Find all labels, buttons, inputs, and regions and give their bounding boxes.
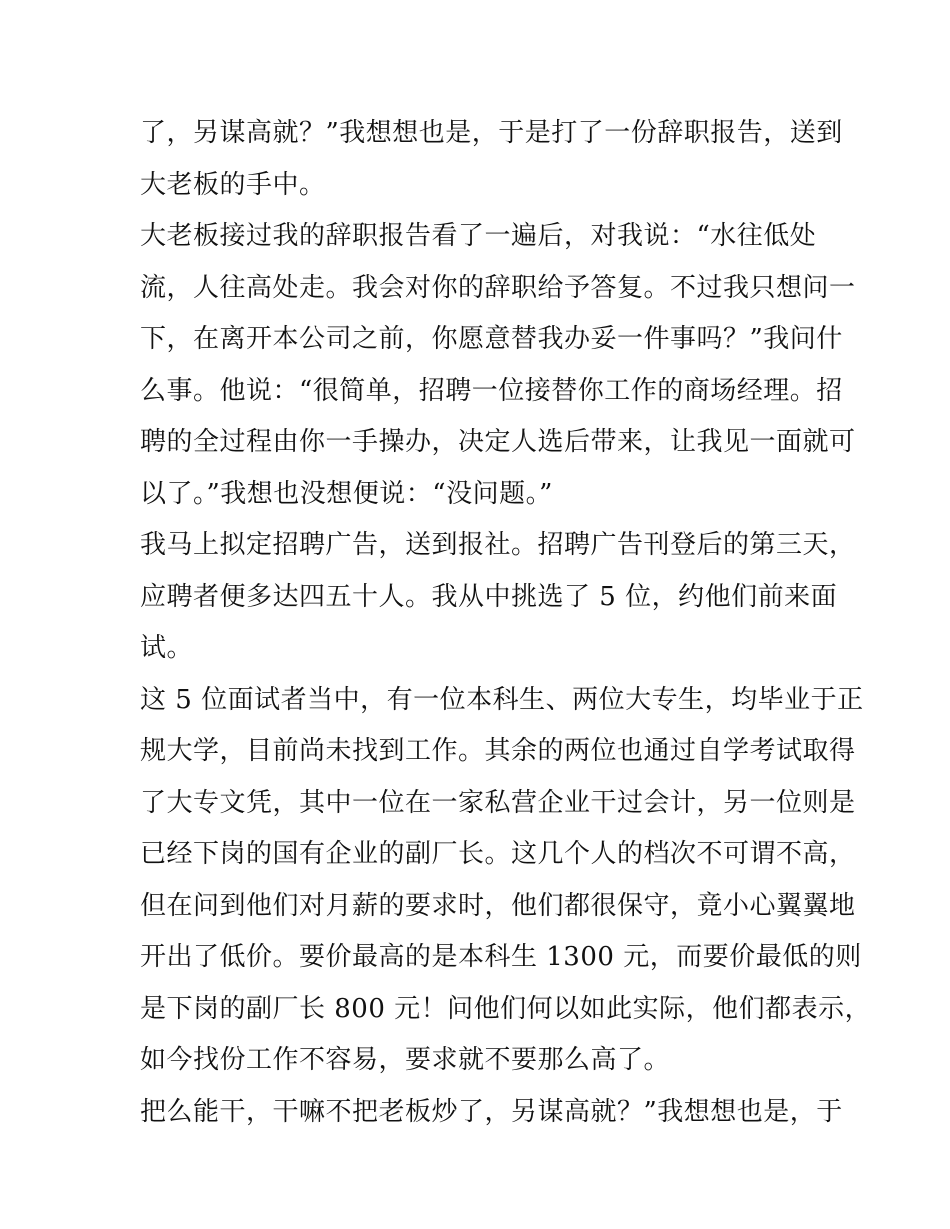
- text-line: 是下岗的副厂长 800 元！问他们何以如此实际，他们都表示，: [140, 993, 872, 1024]
- text-line: 我马上拟定招聘广告，送到报社。招聘广告刊登后的第三天，: [140, 530, 856, 560]
- text-line: 如今找份工作不容易，要求就不要那么高了。: [140, 1045, 671, 1075]
- text-line: 把么能干，干嘛不把老板炒了，另谋高就？”我想想也是，于: [140, 1096, 843, 1127]
- text-line: 流，人往高处走。我会对你的辞职给予答复。不过我只想问一: [140, 272, 856, 303]
- text-line: 聘的全过程由你一手操办，决定人选后带来，让我见一面就可: [140, 427, 856, 457]
- text-line: 了大专文凭，其中一位在一家私营企业干过会计，另一位则是: [140, 787, 856, 818]
- text-line: 应聘者便多达四五十人。我从中挑选了 5 位，约他们前来面: [140, 581, 838, 612]
- text-line: 以了。”我想也没想便说：“没问题。”: [140, 478, 553, 509]
- text-line: 了，另谋高就？”我想想也是，于是打了一份辞职报告，送到: [140, 118, 843, 148]
- text-line: 大老板接过我的辞职报告看了一遍后，对我说：“水往低处: [140, 221, 817, 251]
- text-line: 大老板的手中。: [140, 169, 326, 200]
- text-line: 开出了低价。要价最高的是本科生 1300 元，而要价最低的则: [140, 942, 862, 972]
- text-line: 么事。他说：“很简单，招聘一位接替你工作的商场经理。招: [140, 375, 843, 406]
- text-line: 已经下岗的国有企业的副厂长。这几个人的档次不可谓不高，: [140, 839, 856, 869]
- text-line: 下，在离开本公司之前，你愿意替我办妥一件事吗？”我问什: [140, 324, 843, 354]
- text-line: 规大学，目前尚未找到工作。其余的两位也通过自学考试取得: [140, 736, 856, 766]
- text-line: 这 5 位面试者当中，有一位本科生、两位大专生，均毕业于正: [140, 684, 864, 715]
- text-line: 试。: [140, 633, 194, 663]
- text-line: 但在问到他们对月薪的要求时，他们都很保守，竟小心翼翼地: [140, 890, 856, 921]
- body-text: [140, 108, 872, 1138]
